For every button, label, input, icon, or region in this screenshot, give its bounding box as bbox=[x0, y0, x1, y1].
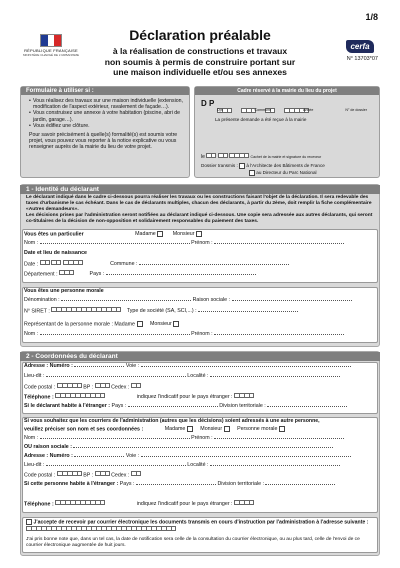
departement-field[interactable] bbox=[59, 270, 74, 278]
other-localite-label: Localité : bbox=[187, 462, 209, 468]
usage-box-heading: Formulaire à utiliser si : bbox=[21, 87, 189, 95]
other-nom-label: Nom : bbox=[24, 435, 39, 441]
email-consent-label: J'accepte de recevoir par courrier électronique les documents transmis en cours d'instruction par l'administration à l'adresse suivante : bbox=[33, 519, 369, 526]
other-cedex-label: Cedex : bbox=[111, 472, 130, 479]
parc-checkbox[interactable] bbox=[249, 170, 255, 176]
siret-label: N° SIRET : bbox=[24, 308, 50, 315]
other-raison-field[interactable] bbox=[73, 447, 333, 448]
other-bp-field[interactable] bbox=[95, 471, 110, 479]
commune-label: Commune : bbox=[110, 261, 138, 268]
adresse-label: Adresse : Numéro : bbox=[24, 363, 73, 369]
other-telephone-label: Téléphone : bbox=[24, 501, 54, 508]
other-pays-label: Pays : bbox=[119, 481, 135, 487]
email-note: J'ai pris bonne note que, dans un tel cas, la date de notification sera celle de la consultation du courrier électronique, ou au plus tard, celle de l'envoi de ce courrier électronique augmentée de huit jours. bbox=[26, 537, 360, 548]
other-madame-label: Madame bbox=[164, 426, 186, 433]
indicatif-field[interactable] bbox=[234, 393, 254, 401]
usage-box bbox=[20, 86, 190, 178]
prenom-label: Prénom : bbox=[191, 240, 213, 246]
numero-field[interactable] bbox=[74, 366, 124, 367]
french-flag-icon bbox=[40, 34, 62, 47]
date-label: Date : bbox=[24, 261, 39, 268]
nom-label: Nom : bbox=[24, 240, 39, 246]
other-bp-label: BP : bbox=[83, 472, 94, 479]
email-field[interactable] bbox=[26, 526, 176, 533]
rep-prenom-field[interactable] bbox=[214, 334, 344, 335]
abf-checkbox[interactable] bbox=[239, 163, 245, 169]
rep-madame-checkbox[interactable] bbox=[137, 321, 143, 327]
other-numero-field[interactable] bbox=[74, 456, 124, 457]
pays-field-2[interactable] bbox=[128, 406, 218, 407]
received-label: La présente demande a été reçue à la mairie bbox=[215, 117, 307, 122]
localite-label: Localité : bbox=[187, 373, 209, 379]
bp-label: BP : bbox=[83, 384, 94, 391]
abf-label: à l'Architecte des Bâtiments de France bbox=[246, 163, 325, 169]
raison-label: Raison sociale : bbox=[192, 297, 231, 303]
particulier-heading: Vous êtes un particulier bbox=[24, 231, 84, 238]
localite-field[interactable] bbox=[210, 376, 340, 377]
usage-footer: Pour savoir précisément à quelle(s) formalité(s) est soumis votre projet, vous pouvez vous reporter à la notice explicative ou vous renseigner auprès de la mairie du lieu de votre projet. bbox=[29, 132, 178, 151]
dp-label: D P bbox=[201, 99, 215, 108]
etranger-label: Si le déclarant habite à l'étranger : bbox=[24, 403, 111, 409]
denomination-label: Dénomination : bbox=[24, 297, 60, 303]
other-morale-checkbox[interactable] bbox=[279, 426, 285, 432]
lieudit-field[interactable] bbox=[46, 376, 186, 377]
section1-heading: 1 - Identité du déclarant bbox=[20, 185, 380, 194]
field-label-commune: Commune bbox=[254, 108, 272, 112]
cachet-label: Cachet de la mairie et signature du receveur bbox=[250, 154, 322, 159]
title-line2: non soumis à permis de construire portant sur bbox=[104, 56, 296, 67]
rep-prenom-label: Prénom : bbox=[191, 331, 213, 337]
cedex-label: Cedex : bbox=[111, 384, 130, 391]
section1-intro2: Les décisions prises par l'administration seront notifiées au déclarant indiqué ci-dessous. Une copie sera adressée aux autres déclarants, qui seront co-titulaires de la décision de non-opposition et solidairement responsables du paiement des taxes. bbox=[26, 213, 373, 224]
le-label: le bbox=[201, 153, 205, 160]
cp-field[interactable] bbox=[57, 383, 82, 391]
received-date-field[interactable] bbox=[206, 153, 216, 160]
denomination-field[interactable] bbox=[61, 300, 191, 301]
telephone-field[interactable] bbox=[55, 393, 105, 401]
raison-field[interactable] bbox=[232, 300, 352, 301]
type-field[interactable] bbox=[198, 311, 298, 312]
lieudit-label: Lieu-dit : bbox=[24, 373, 45, 379]
other-telephone-field[interactable] bbox=[55, 500, 105, 508]
cerfa-logo: cerfa bbox=[346, 40, 374, 53]
other-morale-label: Personne morale bbox=[237, 426, 278, 433]
other-raison-label: OU raison sociale : bbox=[24, 444, 72, 450]
other-cp-field[interactable] bbox=[57, 471, 82, 479]
departement-label: Département : bbox=[24, 271, 58, 278]
bp-field[interactable] bbox=[95, 383, 110, 391]
rep-nom-label: Nom : bbox=[24, 331, 39, 337]
voie-field[interactable] bbox=[141, 366, 351, 367]
rep-monsieur-checkbox[interactable] bbox=[173, 321, 179, 327]
pays-field[interactable] bbox=[106, 274, 256, 275]
voie-label: Voie : bbox=[125, 363, 140, 369]
usage-item: • Vous réalisez des travaux sur une maison individuelle (extension, modification de l'aspect extérieur, ravalement de façade…). bbox=[29, 98, 183, 110]
other-voie-field[interactable] bbox=[141, 456, 351, 457]
representant-label: Représentant de la personne morale : Madame bbox=[24, 321, 136, 328]
other-intro2: veuillez préciser son nom et ses coordonnées : bbox=[24, 426, 144, 433]
other-localite-field[interactable] bbox=[210, 465, 340, 466]
other-prenom-field[interactable] bbox=[214, 438, 344, 439]
other-lieudit-field[interactable] bbox=[46, 465, 186, 466]
division-label: Division territoriale : bbox=[219, 403, 266, 409]
field-label-dpt: Dpt bbox=[217, 108, 223, 112]
type-label: Type de société (SA, SCI,...) : bbox=[126, 308, 197, 315]
indicatif-label: indiquez l'indicatif pour le pays étranger : bbox=[136, 394, 233, 401]
section2-heading: 2 - Coordonnées du déclarant bbox=[20, 352, 380, 361]
other-division-field[interactable] bbox=[265, 484, 335, 485]
cerfa-number: N° 13703*07 bbox=[346, 56, 378, 62]
field-label-dossier: N° de dossier bbox=[345, 108, 367, 112]
other-lieudit-label: Lieu-dit : bbox=[24, 462, 45, 468]
section1-intro1: Le déclarant indiqué dans le cadre ci-dessous pourra réaliser les travaux ou les constructions faisant l'objet de la déclaration. Il sera redevable des taxes d'urbanisme le cas échéant. Dans le cas de déclarants multiples, chacun des déclarants, à partir du 2ème, doit remplir la fiche complémentaire «Autres demandeurs». bbox=[26, 195, 372, 212]
page-number: 1/8 bbox=[365, 12, 378, 22]
rep-nom-field[interactable] bbox=[40, 334, 190, 335]
usage-list bbox=[21, 95, 189, 129]
other-monsieur-label: Monsieur bbox=[200, 426, 223, 433]
other-intro1: Si vous souhaitez que les courriers de l'administration (autres que les décisions) soient adressés à une autre personne, bbox=[24, 418, 320, 424]
other-nom-field[interactable] bbox=[40, 438, 190, 439]
other-prenom-label: Prénom : bbox=[191, 435, 213, 441]
pays-label-2: Pays : bbox=[111, 403, 127, 409]
commune-field[interactable] bbox=[139, 264, 289, 265]
other-adresse-label: Adresse : Numéro : bbox=[24, 453, 73, 459]
logo-line1: RÉPUBLIQUE FRANÇAISE bbox=[24, 48, 78, 53]
mairie-box bbox=[194, 86, 380, 178]
other-division-label: Division territoriale : bbox=[217, 481, 264, 487]
title-line3: une maison individuelle et/ou ses annexes bbox=[113, 67, 287, 78]
other-monsieur-checkbox[interactable] bbox=[224, 426, 230, 432]
form-title bbox=[72, 27, 328, 78]
usage-item: • Vous édifiez une clôture. bbox=[29, 123, 183, 129]
other-indicatif-field[interactable] bbox=[234, 500, 254, 508]
madame-label: Madame bbox=[135, 231, 156, 238]
rep-monsieur-label: Monsieur bbox=[149, 321, 172, 328]
nom-field[interactable] bbox=[40, 243, 190, 244]
siret-field[interactable] bbox=[51, 307, 121, 315]
email-consent-checkbox[interactable] bbox=[26, 519, 32, 525]
morale-heading: Vous êtes une personne morale bbox=[24, 288, 104, 294]
birth-date-field[interactable] bbox=[40, 260, 50, 268]
monsieur-checkbox[interactable] bbox=[196, 231, 202, 237]
other-cp-label: Code postal : bbox=[24, 472, 56, 479]
mairie-box-heading: Cadre réservé à la mairie du lieu du projet bbox=[195, 87, 379, 95]
telephone-label: Téléphone : bbox=[24, 394, 54, 401]
field-label-annee: Année bbox=[303, 108, 314, 112]
division-field[interactable] bbox=[267, 406, 347, 407]
other-indicatif-label: indiquez l'indicatif pour le pays étranger : bbox=[136, 501, 233, 508]
other-voie-label: Voie : bbox=[125, 453, 140, 459]
title-line1: à la réalisation de constructions et travaux bbox=[112, 46, 288, 56]
cedex-field[interactable] bbox=[131, 383, 141, 391]
title-main: Déclaration préalable bbox=[129, 27, 271, 43]
other-cedex-field[interactable] bbox=[131, 471, 141, 479]
other-madame-checkbox[interactable] bbox=[187, 426, 193, 432]
cp-label: Code postal : bbox=[24, 384, 56, 391]
other-pays-field[interactable] bbox=[136, 484, 216, 485]
madame-checkbox[interactable] bbox=[157, 231, 163, 237]
transmis-label: Dossier transmis : bbox=[201, 163, 238, 169]
usage-item: • Vous construisez une annexe à votre habitation (piscine, abri de jardin, garage…). bbox=[29, 110, 183, 122]
prenom-field[interactable] bbox=[214, 243, 344, 244]
naissance-heading: Date et lieu de naissance bbox=[24, 250, 88, 256]
parc-label: au Directeur du Parc National bbox=[256, 170, 317, 176]
logo-line2: MINISTÈRE CHARGÉ DE L'URBANISME bbox=[23, 53, 79, 57]
other-etranger-label: Si cette personne habite à l'étranger : bbox=[24, 481, 119, 487]
pays-label: Pays : bbox=[89, 271, 105, 278]
monsieur-label: Monsieur bbox=[172, 231, 195, 238]
